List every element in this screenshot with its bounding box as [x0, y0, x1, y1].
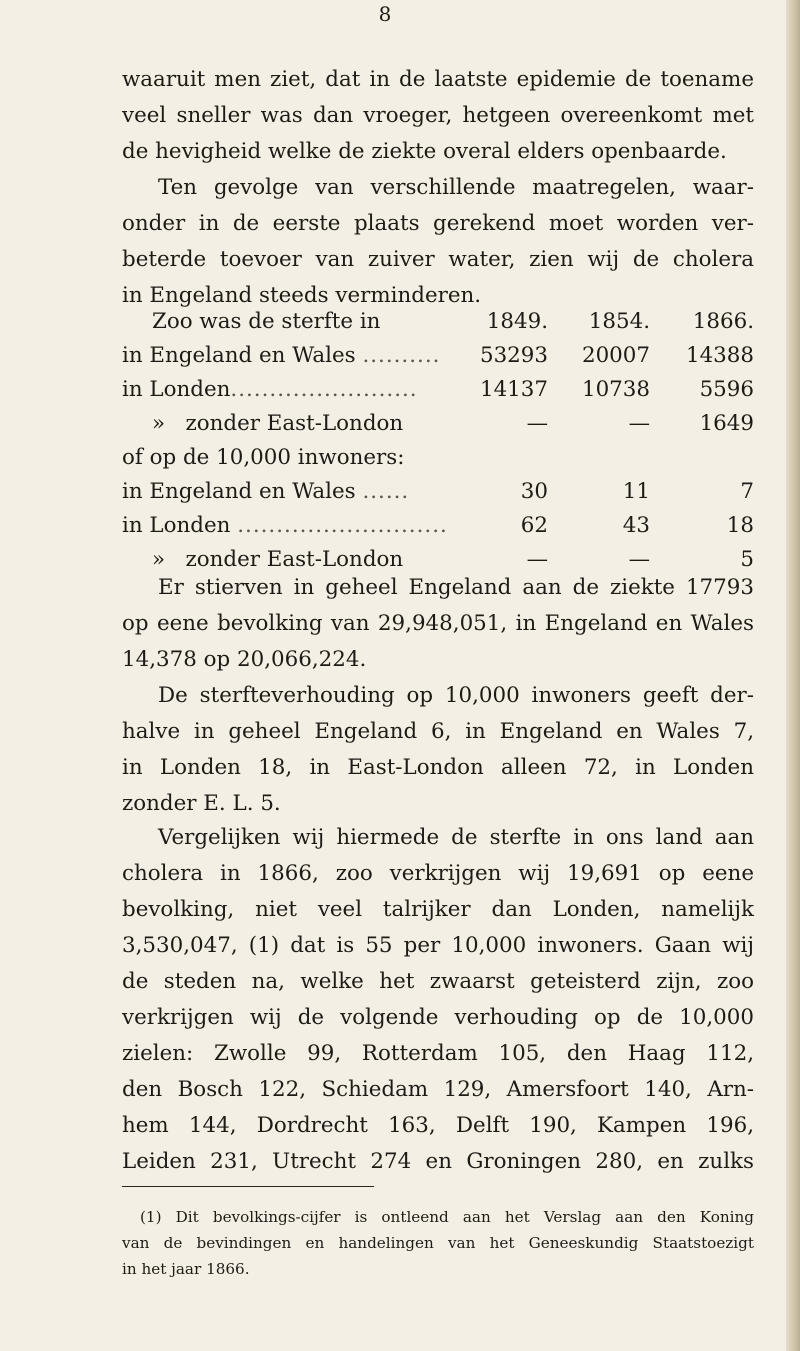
- text-line: Er stierven in geheel Engeland aan de ziekte 17793: [158, 575, 754, 600]
- cell-1849: —: [526, 411, 548, 436]
- cell-1866: 5: [740, 547, 754, 572]
- text-line: beterde toevoer van zuiver water, zien wij de cholera: [122, 247, 754, 272]
- cell-1854: 20007: [581, 343, 650, 368]
- cell-1866: 14388: [685, 343, 754, 368]
- cell-1866: 5596: [699, 377, 754, 402]
- text-line: in Engeland steeds verminderen.: [122, 283, 482, 308]
- cell-1849: 14137: [479, 377, 548, 402]
- row-label: in Londen........................: [122, 377, 418, 402]
- text-line: in Londen 18, in East-London alleen 72, in Londen: [122, 755, 754, 780]
- table-row: [122, 338, 754, 374]
- row-label: in Londen ...........................: [122, 513, 448, 538]
- footnote-line: in het jaar 1866.: [122, 1260, 250, 1278]
- page-number: 8: [378, 2, 392, 26]
- text-line: verkrijgen wij de volgende verhouding op de 10,000: [122, 1005, 754, 1030]
- table-row: [122, 406, 754, 442]
- table-row: [122, 372, 754, 408]
- table-header-label: Zoo was de sterfte in: [152, 309, 381, 334]
- cell-1866: 7: [740, 479, 754, 504]
- cell-1854: 10738: [581, 377, 650, 402]
- text-line: De sterfteverhouding op 10,000 inwoners geeft der-: [158, 683, 754, 708]
- cell-1849: 62: [520, 513, 548, 538]
- row-label: in Engeland en Wales ......: [122, 479, 410, 504]
- text-line: zielen: Zwolle 99, Rotterdam 105, den Haag 112,: [122, 1041, 754, 1066]
- row-label: » zonder East-London: [152, 411, 404, 436]
- row-label: » zonder East-London: [152, 547, 404, 572]
- text-line: Ten gevolge van verschillende maatregelen, waar-: [158, 175, 754, 200]
- text-line: 3,530,047, (1) dat is 55 per 10,000 inwoners. Gaan wij: [122, 933, 754, 958]
- row-label: in Engeland en Wales ..........: [122, 343, 441, 368]
- text-line: zonder E. L. 5.: [122, 791, 281, 816]
- cell-1854: —: [628, 411, 650, 436]
- footnote-line: van de bevindingen en handelingen van het Geneeskundig Staatstoezigt: [122, 1234, 754, 1252]
- text-line: hem 144, Dordrecht 163, Delft 190, Kampen 196,: [122, 1113, 754, 1138]
- text-line: halve in geheel Engeland 6, in Engeland en Wales 7,: [122, 719, 754, 744]
- page-edge: [786, 0, 800, 1351]
- cell-1854: 43: [622, 513, 650, 538]
- cell-1849: —: [526, 547, 548, 572]
- text-line: onder in de eerste plaats gerekend moet worden ver-: [122, 211, 754, 236]
- footnote-line: (1) Dit bevolkings-cijfer is ontleend aan het Verslag aan den Koning: [140, 1208, 754, 1226]
- text-line: de hevigheid welke de ziekte overal elders openbaarde.: [122, 139, 727, 164]
- text-line: Vergelijken wij hiermede de sterfte in ons land aan: [158, 825, 754, 850]
- year-1866: 1866.: [692, 309, 754, 334]
- text-line: den Bosch 122, Schiedam 129, Amersfoort 140, Arn-: [122, 1077, 754, 1102]
- text-line: veel sneller was dan vroeger, hetgeen overeenkomt met: [122, 103, 754, 128]
- table-row: [122, 474, 754, 510]
- footnote-rule: [122, 1186, 374, 1187]
- text-line: de steden na, welke het zwaarst geteisterd zijn, zoo: [122, 969, 754, 994]
- cell-1854: 11: [622, 479, 650, 504]
- text-line: cholera in 1866, zoo verkrijgen wij 19,691 op eene: [122, 861, 754, 886]
- table-header: [122, 304, 754, 340]
- cell-1849: 53293: [479, 343, 548, 368]
- cell-1866: 18: [726, 513, 754, 538]
- subheading-label: of op de 10,000 inwoners:: [122, 445, 405, 470]
- table-row: [122, 508, 754, 544]
- table-subheading: [122, 440, 754, 476]
- text-line: bevolking, niet veel talrijker dan Londen, namelijk: [122, 897, 754, 922]
- cell-1866: 1649: [699, 411, 754, 436]
- year-1849: 1849.: [486, 309, 548, 334]
- text-line: Leiden 231, Utrecht 274 en Groningen 280, en zulks: [122, 1149, 754, 1174]
- cell-1854: —: [628, 547, 650, 572]
- text-line: waaruit men ziet, dat in de laatste epidemie de toename: [122, 67, 754, 92]
- year-1854: 1854.: [588, 309, 650, 334]
- text-line: op eene bevolking van 29,948,051, in Engeland en Wales: [122, 611, 754, 636]
- text-line: 14,378 op 20,066,224.: [122, 647, 367, 672]
- cell-1849: 30: [520, 479, 548, 504]
